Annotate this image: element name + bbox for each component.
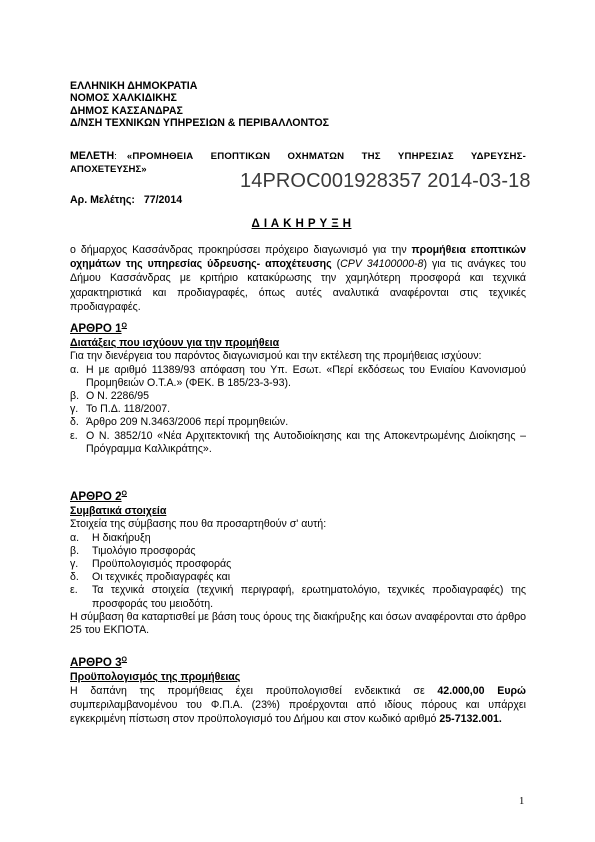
article-3-body: [70, 684, 526, 726]
article-3-subtitle: Προϋπολογισμός της προμήθειας: [70, 671, 241, 684]
list-item-label: δ.: [70, 571, 79, 584]
list-item: [70, 403, 526, 416]
intro-paragraph: [70, 243, 526, 314]
list-item: [70, 584, 526, 610]
study-label: ΜΕΛΕΤΗ: [70, 150, 115, 162]
list-item-label: γ.: [70, 403, 79, 416]
list-item: [70, 532, 526, 545]
article-1: [70, 322, 526, 456]
article-1-title: ΑΡΘΡΟ 1: [70, 322, 122, 335]
list-item-label: ε.: [70, 584, 78, 597]
study-title-line1: «ΠΡΟΜΗΘΕΙΑ ΕΠΟΠΤΙΚΩΝ ΟΧΗΜΑΤΩΝ ΤΗΣ ΥΠΗΡΕΣΙΑΣ ΥΔΡΕΥΣΗΣ-: [126, 151, 526, 162]
intro-text-2: (: [331, 258, 341, 271]
intro-subject: προμήθεια εποπτικών οχημάτων της υπηρεσίας ύδρευσης- αποχέτευσης: [70, 244, 526, 271]
list-item: [70, 416, 526, 429]
list-item-label: δ.: [70, 416, 79, 429]
list-item-label: α.: [70, 363, 80, 376]
article-3-title: ΑΡΘΡΟ 3: [70, 656, 122, 669]
list-item: [70, 390, 526, 403]
list-item-text: Οι τεχνικές προδιαγραφές και: [92, 571, 231, 584]
document-title: Δ Ι Α Κ Η Ρ Υ Ξ Η: [251, 217, 352, 230]
header-line-prefecture: ΝΟΜΟΣ ΧΑΛΚΙΔΙΚΗΣ: [70, 92, 177, 105]
article-2: [70, 490, 526, 637]
article-3-text-1: Η δαπάνη της προμήθειας έχει προϋπολογισθεί ενδεικτικά σε: [70, 685, 438, 698]
article-3-sup: Ο: [121, 656, 127, 664]
list-item-text: Το Π.Δ. 118/2007.: [86, 403, 171, 416]
article-3-amount: 42.000,00 Ευρώ: [437, 685, 527, 698]
list-item-text: Άρθρο 209 Ν.3463/2006 περί προμηθειών.: [86, 416, 289, 429]
article-2-intro: Στοιχεία της σύμβασης που θα προσαρτηθούν σ' αυτή:: [70, 518, 327, 531]
study-title-line2: ΑΠΟΧΕΤΕΥΣΗΣ»: [70, 164, 147, 176]
page-number: 1: [519, 796, 525, 807]
list-item-text: Προϋπολογισμός προσφοράς: [92, 558, 232, 571]
article-2-title: ΑΡΘΡΟ 2: [70, 490, 122, 503]
article-1-intro: Για την διενέργεια του παρόντος διαγωνισμού και την εκτέλεση της προμήθειας ισχύουν:: [70, 350, 482, 363]
list-item: [70, 558, 526, 571]
list-item-text: Η διακήρυξη: [92, 531, 151, 544]
article-1-sup: Ο: [121, 322, 127, 330]
article-2-subtitle: Συμβατικά στοιχεία: [70, 505, 167, 518]
list-item: [70, 430, 526, 456]
header-line-directorate: Δ/ΝΣΗ ΤΕΧΝΙΚΩΝ ΥΠΗΡΕΣΙΩΝ & ΠΕΡΙΒΑΛΛΟΝΤΟΣ: [70, 117, 330, 130]
article-3: [70, 656, 526, 726]
list-item-text: Η με αριθμό 11389/93 απόφαση του Υπ. Εσωτ. «Περί εκδόσεως του Ενιαίου Κανονισμού Προμηθειών Ο.Τ.Α.» (ΦΕΚ. Β 185/23-3-93).: [86, 363, 526, 389]
list-item: [70, 545, 526, 558]
list-item-label: ε.: [70, 429, 78, 442]
header-line-municipality: ΔΗΜΟΣ ΚΑΣΣΑΝΔΡΑΣ: [70, 104, 183, 117]
article-2-closing: Η σύμβαση θα καταρτισθεί με βάση τους όρους της διακήρυξης και όσων αναφέρονται στο άρθρο 25 του ΕΚΠΟΤΑ.: [70, 610, 526, 637]
intro-text-3: ) για τις ανάγκες του Δήμου Κασσάνδρας με κριτήριο κατακύρωσης την χαμηλότερη προσφορά και τεχνικά χαρακτηριστικά και προδιαγραφές, όπως αυτές αναλυτικά αναφέρονται στις τεχνικές προδιαγραφές.: [70, 258, 526, 313]
header-line-republic: ΕΛΛΗΝΙΚΗ ΔΗΜΟΚΡΑΤΙΑ: [70, 80, 198, 92]
article-2-sup: Ο: [121, 490, 127, 498]
list-item-label: β.: [70, 544, 80, 557]
article-1-subtitle: Διατάξεις που ισχύουν για την προμήθεια: [70, 337, 280, 350]
study-number-value: 77/2014: [143, 194, 183, 206]
list-item-label: β.: [70, 390, 80, 403]
study-colon: :: [114, 151, 117, 162]
registry-stamp: 14PROC001928357 2014-03-18: [240, 170, 531, 192]
article-3-text-2: συμπεριλαμβανομένου του Φ.Π.Α. (23%) προέρχονται από ιδίους πόρους και υπάρχει εγκεκριμένη πίστωση στον προϋπολογισμό του Δήμου και στον κωδικό αριθμό: [70, 699, 526, 726]
study-number: [70, 194, 182, 207]
list-item-text: Ο Ν. 3852/10 «Νέα Αρχιτεκτονική της Αυτοδιοίκησης και της Αποκεντρωμένης Διοίκησης – Πρόγραμμα Καλλικράτης».: [86, 429, 526, 455]
list-item-text: Τιμολόγιο προσφοράς: [92, 544, 196, 557]
list-item-label: α.: [70, 531, 80, 544]
study-number-label: Αρ. Μελέτης:: [70, 194, 135, 206]
list-item: [70, 571, 526, 584]
list-item-text: Τα τεχνικά στοιχεία (τεχνική περιγραφή, ερωτηματολόγιο, τεχνικές προδιαγραφές) της προσφοράς του μειοδότη.: [92, 584, 526, 610]
list-item-label: γ.: [70, 558, 79, 571]
issuer-header: [70, 80, 329, 130]
list-item: [70, 364, 526, 390]
list-item-text: Ο Ν. 2286/95: [86, 390, 150, 403]
article-3-code: 25-7132.001.: [439, 713, 502, 726]
intro-cpv: CPV 34100000-8: [340, 258, 424, 271]
intro-text-1: ο δήμαρχος Κασσάνδρας προκηρύσσει πρόχειρο διαγωνισμό για την: [70, 244, 412, 256]
